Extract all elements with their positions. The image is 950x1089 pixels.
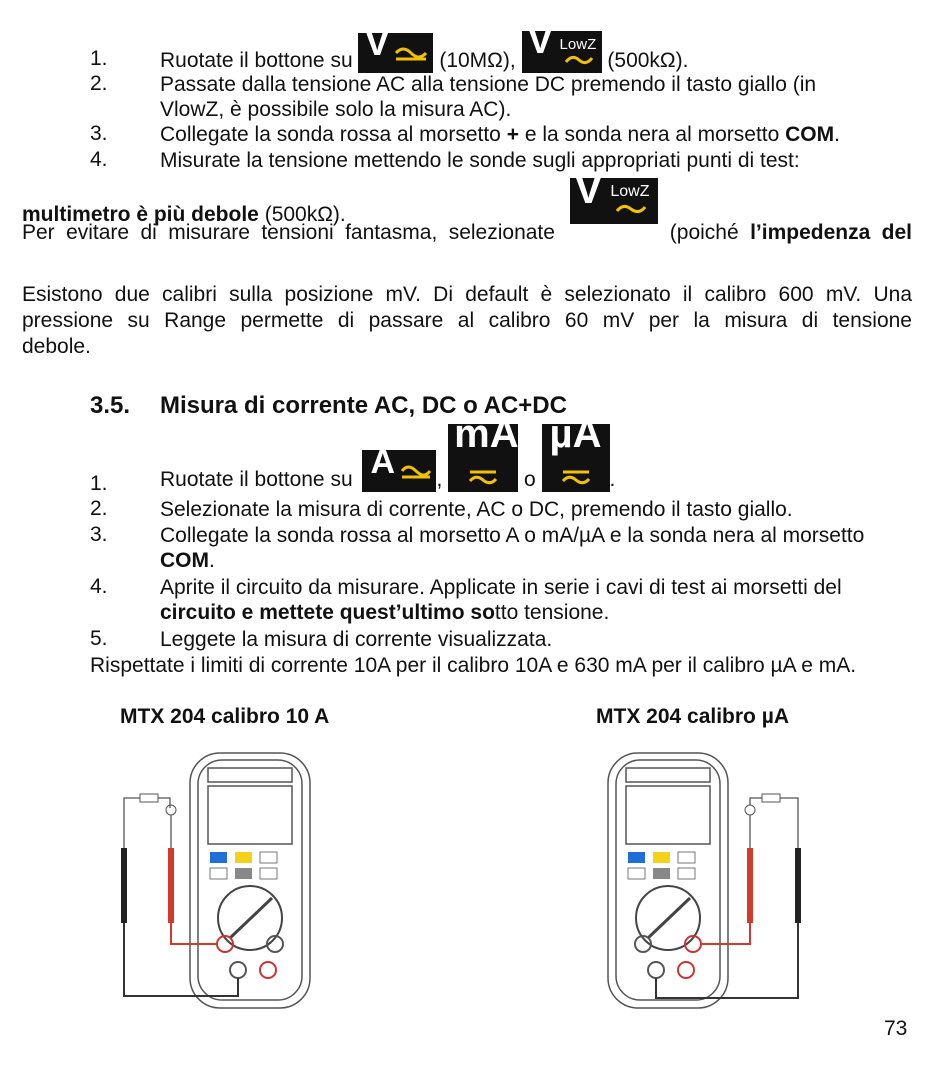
figure-caption-10a: MTX 204 calibro 10 A [120, 705, 330, 728]
step-number: 2. [90, 72, 108, 95]
current-limits-note: Rispettate i limiti di corrente 10A per il calibro 10A e 630 mA per il calibro µA e mA. [90, 654, 857, 677]
icon-letter: V [574, 165, 603, 212]
step-number: 1. [90, 472, 108, 495]
step-text [160, 575, 930, 625]
step-text-part: . [209, 549, 215, 572]
step-line: Collegate la sonda rossa al morsetto A o mA/µA e la sonda nera al morsetto [160, 524, 865, 547]
step-line: VlowZ, è possibile solo la misura AC). [160, 98, 512, 121]
plus-terminal: + [506, 123, 519, 146]
step-text: Leggete la misura di corrente visualizzata. [160, 628, 553, 651]
step-line: Passate dalla tensione AC alla tensione DC premendo il tasto giallo (in [160, 73, 817, 96]
milliamp-ac-icon [448, 412, 519, 492]
com-terminal: COM [785, 123, 835, 146]
step-line: Aprite il circuito da misurare. Applicate in serie i cavi di test ai morsetti del [160, 576, 842, 599]
icon-letter: V [364, 22, 390, 64]
para-line: Esistono due calibri sulla posizione mV. Di default è selezionato il calibro 600 mV. Una [22, 283, 912, 306]
icon-lowz-label: LowZ [610, 183, 650, 200]
step-text-part: (10MΩ), [439, 49, 516, 72]
step-number: 4. [90, 575, 108, 598]
page-number: 73 [884, 1017, 908, 1040]
icon-letter: mA [454, 412, 519, 456]
icon-letter: V [527, 20, 553, 62]
para-line: pressione su Range permette di passare al calibro 60 mV per la misura di tensione [22, 309, 912, 332]
para-bold: l’impedenza del [750, 221, 912, 244]
para-text: Per evitare di misurare tensioni fantasma, selezionate [22, 221, 555, 244]
microamp-ac-icon [542, 412, 610, 492]
step-bold: circuito e mettete quest’ultimo so [160, 601, 495, 624]
step-text-part: Ruotate il bottone su [160, 468, 353, 491]
icon-lowz-label: LowZ [559, 36, 597, 53]
step-text-part: (500kΩ). [607, 49, 689, 72]
step-text-part: e la sonda nera al morsetto [524, 123, 780, 146]
step-number: 3. [90, 122, 108, 145]
icon-letter: A [370, 443, 396, 481]
step-number: 2. [90, 497, 108, 520]
step-text [160, 72, 890, 122]
step-text-part: o [524, 468, 536, 491]
volt-lowz-icon [522, 20, 602, 73]
paragraph-mv [22, 282, 912, 360]
step-text [160, 523, 930, 573]
para-bold: multimetro è più debole [22, 203, 259, 226]
multimeter-10a-diagram [110, 748, 430, 1018]
step-text: Misurate la tensione mettendo le sonde sugli appropriati punti di test: [160, 149, 800, 172]
figure-caption-ua: MTX 204 calibro µA [596, 705, 789, 728]
step-text-part: tto tensione. [494, 601, 610, 624]
icon-letter: µA [549, 412, 602, 456]
step-text: Selezionate la misura di corrente, AC o DC, premendo il tasto giallo. [160, 498, 793, 521]
step-text [160, 412, 616, 492]
step-text-part: . [834, 123, 840, 146]
step-number: 1. [90, 47, 108, 70]
volt-ac-icon [358, 22, 433, 73]
step-number: 5. [90, 627, 108, 650]
step-text [160, 20, 689, 73]
amp-ac-icon [362, 443, 436, 492]
multimeter-ua-diagram [590, 748, 820, 1018]
para-text: (500kΩ). [264, 203, 346, 226]
para-line: debole. [22, 335, 91, 358]
step-text-part: , [436, 468, 443, 491]
section-title: Misura di corrente AC, DC o AC+DC [160, 392, 567, 419]
para-text: (poiché [669, 221, 739, 244]
step-number: 3. [90, 523, 108, 546]
step-text-part: Collegate la sonda rossa al morsetto [160, 123, 501, 146]
section-number: 3.5. [90, 392, 131, 419]
step-text [160, 122, 840, 147]
step-number: 4. [90, 148, 108, 171]
volt-lowz-icon [570, 165, 658, 224]
paragraph-lowz [22, 165, 912, 244]
step-text-part: . [609, 468, 616, 491]
step-text-part: Ruotate il bottone su [160, 49, 353, 72]
com-terminal: COM [160, 549, 209, 572]
